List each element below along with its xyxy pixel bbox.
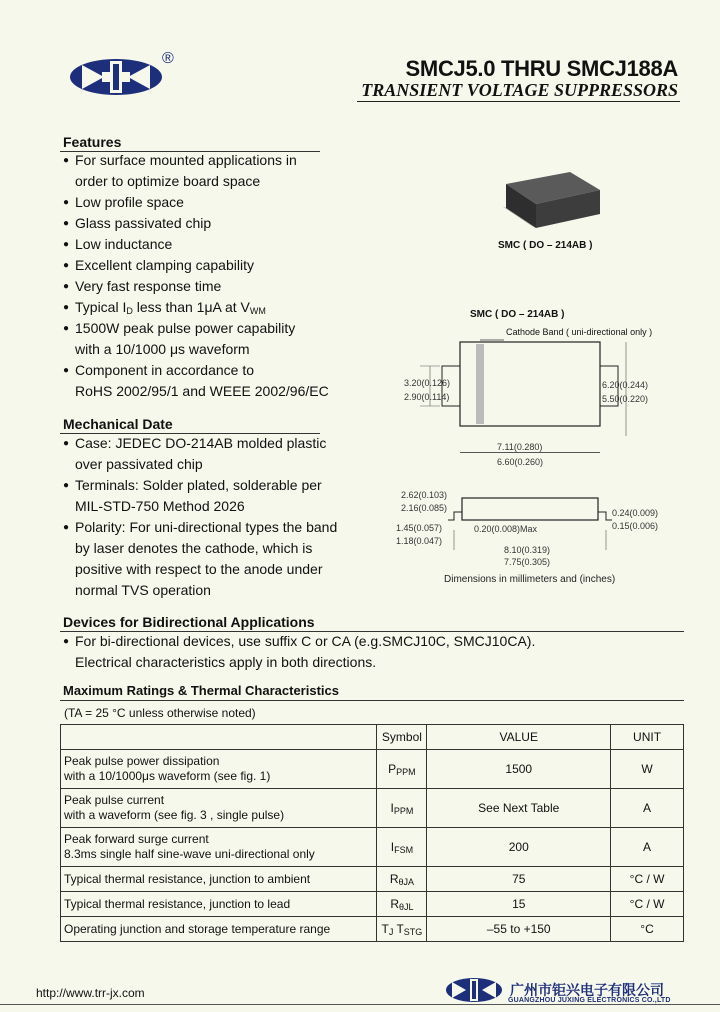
mechanical-text: positive with respect to the anode under bbox=[75, 561, 323, 577]
feature-item bbox=[63, 381, 329, 402]
feature-text: For surface mounted applications in bbox=[75, 152, 297, 168]
dim-w-body1: 7.11(0.280) bbox=[497, 442, 543, 452]
bidirectional-item bbox=[63, 652, 535, 673]
page-subtitle: TRANSIENT VOLTAGE SUPPRESSORS bbox=[361, 80, 678, 100]
table-header-cell: UNIT bbox=[611, 725, 684, 750]
bullet-icon: ● bbox=[63, 636, 70, 647]
mechanical-text: Polarity: For uni-directional types the band bbox=[75, 519, 338, 535]
feature-text: with a 10/1000 μs waveform bbox=[75, 341, 250, 357]
mechanical-item bbox=[63, 517, 337, 538]
bullet-icon: ● bbox=[63, 281, 70, 292]
feature-item bbox=[63, 171, 329, 192]
table-row bbox=[61, 917, 684, 942]
footer-company-cn: 广州市钜兴电子有限公司 bbox=[510, 982, 664, 998]
feature-text: order to optimize board space bbox=[75, 173, 261, 189]
table-row bbox=[61, 828, 684, 867]
dim-h-out2: 5.50(0.220) bbox=[602, 394, 649, 404]
parameter-cell: Peak forward surge current 8.3ms single half sine-wave uni-directional only bbox=[61, 828, 377, 867]
table-row bbox=[61, 892, 684, 917]
unit-cell: A bbox=[611, 828, 684, 867]
table-row bbox=[61, 750, 684, 789]
feature-item bbox=[63, 192, 329, 213]
parameter-cell: Typical thermal resistance, junction to ambient bbox=[61, 867, 377, 892]
header-rule bbox=[357, 101, 680, 102]
mechanical-text: by laser denotes the cathode, which is bbox=[75, 540, 313, 556]
footer-company-en: GUANGZHOU JUXING ELECTRONICS CO.,LTD bbox=[508, 997, 671, 1004]
dim-f2: 1.18(0.047) bbox=[396, 536, 443, 546]
unit-cell: W bbox=[611, 750, 684, 789]
table-header-cell: Symbol bbox=[377, 725, 427, 750]
dim-lead1: 0.24(0.009) bbox=[612, 508, 659, 518]
dim-h2: 2.90(0.114) bbox=[404, 392, 450, 402]
table-header-row bbox=[61, 725, 684, 750]
ratings-condition: (TA = 25 °C unless otherwise noted) bbox=[64, 706, 256, 720]
unit-cell: °C / W bbox=[611, 892, 684, 917]
feature-text: RoHS 2002/95/1 and WEEE 2002/96/EC bbox=[75, 383, 329, 399]
bullet-icon: ● bbox=[63, 239, 70, 250]
mechanical-item bbox=[63, 433, 337, 454]
bidirectional-text: Electrical characteristics apply in both directions. bbox=[75, 654, 377, 670]
mechanical-item bbox=[63, 538, 337, 559]
symbol-cell: $I_{PPM}$ bbox=[377, 789, 427, 828]
bidirectional-item bbox=[63, 631, 535, 652]
parameter-cell: Peak pulse current with a waveform (see fig. 3 , single pulse) bbox=[61, 789, 377, 828]
feature-text: Component in accordance to bbox=[75, 362, 254, 378]
bullet-icon: ● bbox=[63, 218, 70, 229]
ratings-table bbox=[60, 724, 684, 942]
dim-pad: 0.20(0.008)Max bbox=[474, 524, 538, 534]
value-cell: 1500 bbox=[427, 750, 611, 789]
value-cell: 75 bbox=[427, 867, 611, 892]
ratings-rule bbox=[60, 700, 684, 701]
feature-text: Excellent clamping capability bbox=[75, 257, 254, 273]
symbol-cell: $R_{\theta JA}$ bbox=[377, 867, 427, 892]
company-logo bbox=[64, 52, 182, 98]
unit-cell: °C bbox=[611, 917, 684, 942]
dimensions-note: Dimensions in millimeters and (inches) bbox=[444, 574, 616, 585]
page-title: SMCJ5.0 THRU SMCJ188A bbox=[405, 56, 678, 81]
bullet-icon: ● bbox=[63, 155, 70, 166]
table-row bbox=[61, 789, 684, 828]
symbol-cell: $T_J$ $T_{STG}$ bbox=[377, 917, 427, 942]
registered-mark: ® bbox=[162, 50, 174, 67]
value-cell: See Next Table bbox=[427, 789, 611, 828]
symbol-cell: $R_{\theta JL}$ bbox=[377, 892, 427, 917]
feature-item bbox=[63, 360, 329, 381]
cathode-band-label: Cathode Band ( uni-directional only ) bbox=[506, 327, 653, 337]
feature-text: Glass passivated chip bbox=[75, 215, 212, 231]
parameter-cell: Operating junction and storage temperature range bbox=[61, 917, 377, 942]
bullet-icon: ● bbox=[63, 365, 70, 376]
bullet-icon: ● bbox=[63, 302, 70, 313]
bullet-icon: ● bbox=[63, 197, 70, 208]
bidirectional-heading: Devices for Bidirectional Applications bbox=[63, 614, 315, 630]
feature-text: 1500W peak pulse power capability bbox=[75, 320, 296, 336]
bullet-icon: ● bbox=[63, 480, 70, 491]
mechanical-heading: Mechanical Date bbox=[63, 416, 173, 432]
drawing-title: SMC ( DO – 214AB ) bbox=[470, 309, 565, 320]
unit-cell: °C / W bbox=[611, 867, 684, 892]
feature-item bbox=[63, 255, 329, 276]
feature-item bbox=[63, 318, 329, 339]
package-photo bbox=[496, 170, 606, 237]
feature-text: Typical $I_D$ less than 1μA at $V_{WM}$ bbox=[75, 299, 266, 316]
mechanical-item bbox=[63, 454, 337, 475]
table-header-cell bbox=[61, 725, 377, 750]
mechanical-text: Case: JEDEC DO-214AB molded plastic bbox=[75, 435, 327, 451]
mechanical-item bbox=[63, 559, 337, 580]
dim-w-body2: 6.60(0.260) bbox=[497, 457, 544, 467]
value-cell: 200 bbox=[427, 828, 611, 867]
symbol-cell: $I_{FSM}$ bbox=[377, 828, 427, 867]
bidirectional-text: For bi-directional devices, use suffix C or CA (e.g.SMCJ10C, SMCJ10CA). bbox=[75, 633, 536, 649]
table-row bbox=[61, 867, 684, 892]
symbol-cell: $P_{PPM}$ bbox=[377, 750, 427, 789]
mechanical-text: normal TVS operation bbox=[75, 582, 211, 598]
dim-len1: 8.10(0.319) bbox=[504, 545, 551, 555]
dim-t1: 2.62(0.103) bbox=[401, 490, 448, 500]
dim-width-line bbox=[460, 452, 600, 453]
ratings-heading: Maximum Ratings & Thermal Characteristics bbox=[63, 683, 339, 698]
features-list bbox=[63, 150, 329, 402]
unit-cell: A bbox=[611, 789, 684, 828]
features-heading: Features bbox=[63, 134, 122, 150]
bullet-icon: ● bbox=[63, 522, 70, 533]
mechanical-text: Terminals: Solder plated, solderable per bbox=[75, 477, 322, 493]
feature-item bbox=[63, 276, 329, 297]
dim-f1: 1.45(0.057) bbox=[396, 523, 443, 533]
mechanical-text: over passivated chip bbox=[75, 456, 203, 472]
feature-text: Low inductance bbox=[75, 236, 173, 252]
bullet-icon: ● bbox=[63, 260, 70, 271]
mechanical-text: MIL-STD-750 Method 2026 bbox=[75, 498, 245, 514]
mechanical-list bbox=[63, 433, 337, 601]
feature-item bbox=[63, 150, 329, 171]
mechanical-item bbox=[63, 580, 337, 601]
value-cell: –55 to +150 bbox=[427, 917, 611, 942]
table-header-cell: VALUE bbox=[427, 725, 611, 750]
feature-item bbox=[63, 297, 329, 318]
dim-h1: 3.20(0.126) bbox=[404, 378, 451, 388]
mechanical-item bbox=[63, 475, 337, 496]
parameter-cell: Typical thermal resistance, junction to lead bbox=[61, 892, 377, 917]
feature-item bbox=[63, 234, 329, 255]
mechanical-item bbox=[63, 496, 337, 517]
feature-item bbox=[63, 339, 329, 360]
footer-url[interactable]: http://www.trr-jx.com bbox=[36, 986, 145, 1000]
bidirectional-list bbox=[63, 631, 535, 673]
package-caption: SMC ( DO – 214AB ) bbox=[498, 240, 593, 251]
dim-len2: 7.75(0.305) bbox=[504, 557, 551, 567]
feature-text: Very fast response time bbox=[75, 278, 222, 294]
bullet-icon: ● bbox=[63, 438, 70, 449]
bullet-icon: ● bbox=[63, 323, 70, 334]
dim-lead2: 0.15(0.006) bbox=[612, 521, 659, 531]
dim-t2: 2.16(0.085) bbox=[401, 503, 448, 513]
feature-text: Low profile space bbox=[75, 194, 184, 210]
feature-item bbox=[63, 213, 329, 234]
value-cell: 15 bbox=[427, 892, 611, 917]
parameter-cell: Peak pulse power dissipation with a 10/1000μs waveform (see fig. 1) bbox=[61, 750, 377, 789]
dim-h-out1: 6.20(0.244) bbox=[602, 380, 649, 390]
footer-rule bbox=[0, 1004, 720, 1005]
